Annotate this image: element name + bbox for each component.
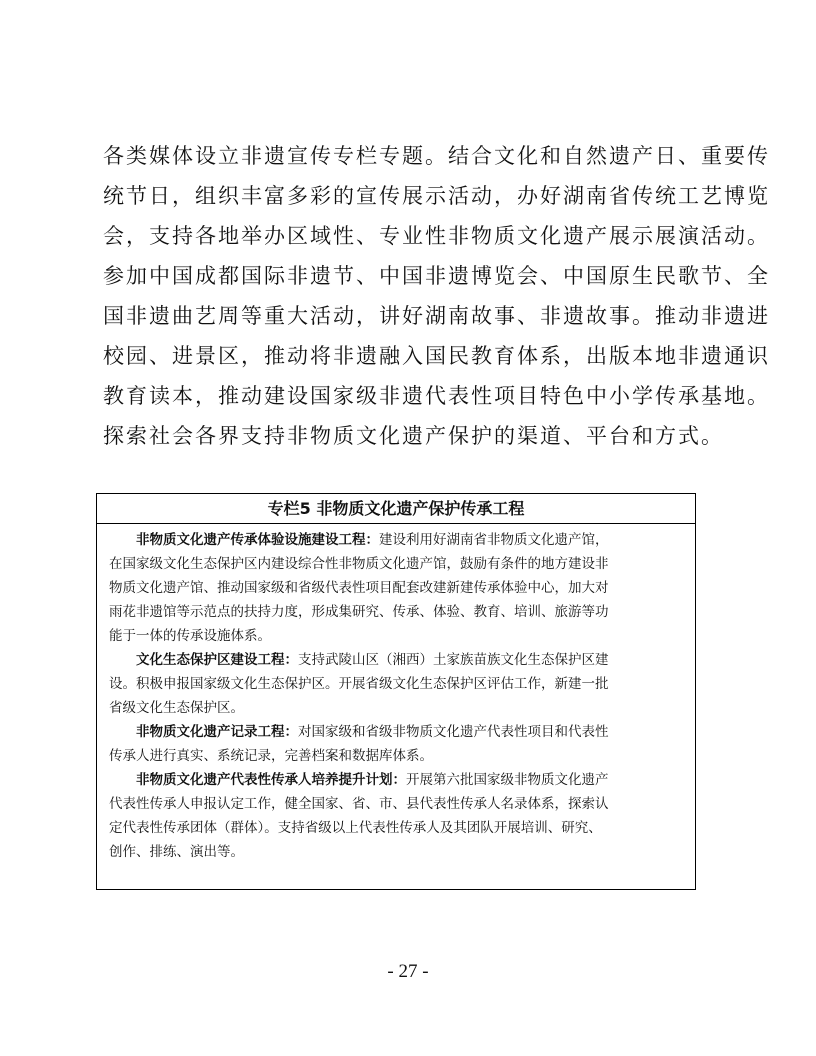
body-line: 校园、进景区，推动将非遗融入国民教育体系，出版本地非遗通识 [103,344,770,368]
program-item-eco-protection-zone [109,648,685,720]
program-line: 省级文化生态保护区。 [109,700,244,716]
program-text: 开展第六批国家级非物质文化遗产 [406,772,609,788]
program-heading: 非物质文化遗产传承体验设施建设工程： [136,532,379,548]
program-first-line [109,768,685,792]
program-line: 设。积极申报国家级文化生态保护区。开展省级文化生态保护区评估工作，新建一批 [109,676,609,692]
program-line: 物质文化遗产馆、推动国家级和省级代表性项目配套改建新建传承体验中心，加大对 [109,580,609,596]
program-item-record-project [109,720,685,768]
program-line: 创作、排练、演出等。 [109,844,244,860]
column-box-title: 专栏5 非物质文化遗产保护传承工程 [97,494,695,524]
body-paragraph [103,136,770,456]
body-line: 国非遗曲艺周等重大活动，讲好湖南故事、非遗故事。推动非遗进 [103,304,770,328]
program-line: 代表性传承人申报认定工作，健全国家、省、市、县代表性传承人名录体系，探索认 [109,796,609,812]
program-line: 能于一体的传承设施体系。 [109,628,271,644]
program-heading: 非物质文化遗产代表性传承人培养提升计划： [136,772,406,788]
program-item-heritage-facilities [109,528,685,648]
body-line: 参加中国成都国际非遗节、中国非遗博览会、中国原生民歌节、全 [103,264,770,288]
program-line: 定代表性传承团体（群体）。支持省级以上代表性传承人及其团队开展培训、研究、 [109,820,602,836]
body-line: 各类媒体设立非遗宣传专栏专题。结合文化和自然遗产日、重要传 [103,144,770,168]
program-heading: 非物质文化遗产记录工程： [136,724,298,740]
program-text: 建设利用好湖南省非物质文化遗产馆， [379,532,609,548]
body-line: 会，支持各地举办区域性、专业性非物质文化遗产展示展演活动。 [103,224,770,248]
page-number: - 27 - [387,961,429,982]
column-box [96,493,696,890]
program-text: 支持武陵山区（湘西）土家族苗族文化生态保护区建 [298,652,609,668]
program-line: 雨花非遗馆等示范点的扶持力度，形成集研究、传承、体验、教育、培训、旅游等功 [109,604,609,620]
program-first-line [109,528,685,552]
body-line: 探索社会各界支持非物质文化遗产保护的渠道、平台和方式。 [103,424,724,448]
program-line: 在国家级文化生态保护区内建设综合性非物质文化遗产馆，鼓励有条件的地方建设非 [109,556,609,572]
program-first-line [109,648,685,672]
program-heading: 文化生态保护区建设工程： [136,652,298,668]
program-text: 对国家级和省级非物质文化遗产代表性项目和代表性 [298,724,609,740]
column-box-body [97,524,695,864]
program-line: 传承人进行真实、系统记录，完善档案和数据库体系。 [109,748,433,764]
program-item-inheritor-training [109,768,685,864]
body-line: 统节日，组织丰富多彩的宣传展示活动，办好湖南省传统工艺博览 [103,184,770,208]
program-first-line [109,720,685,744]
body-line: 教育读本，推动建设国家级非遗代表性项目特色中小学传承基地。 [103,384,770,408]
